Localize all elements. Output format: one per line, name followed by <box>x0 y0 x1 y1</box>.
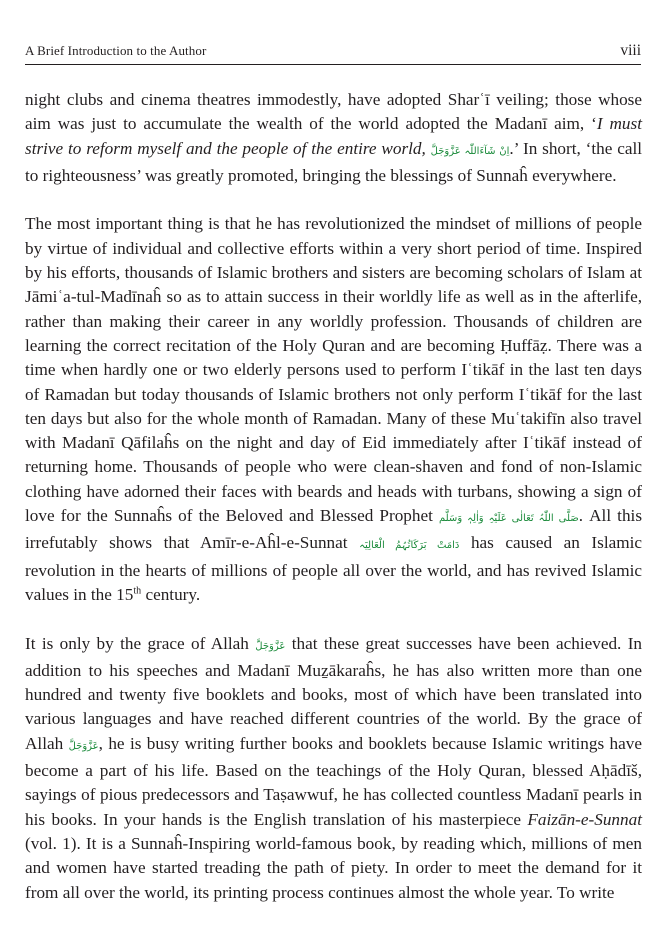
header-title: A Brief Introduction to the Author <box>25 43 207 58</box>
ordinal-superscript: th <box>133 585 142 597</box>
paragraph-2-text-b: . All this irrefutably shows that Amīr-e-Aĥl-e-Sunnat <box>25 506 643 553</box>
paragraph-1 <box>25 88 642 188</box>
paragraph-2 <box>25 212 642 607</box>
arabic-honorific-salawat: صَلَّی اللّٰہُ تَعَالٰی عَلَیْہِ وَاٰلِہٖ وَسَلَّم <box>438 513 579 525</box>
page-number: viii <box>620 42 641 59</box>
paragraph-3 <box>25 632 642 905</box>
paragraph-3-text-d: (vol. 1). It is a Sunnaĥ-Inspiring world-famous book, by reading which, millions of men and women have started treading the path of piety. In order to meet the demand for it from all over the world, its printing process continues almost the whole year. To write <box>25 833 642 902</box>
arabic-honorific-azza-wa-jalla: عَزَّوَجَلَّ <box>255 640 286 652</box>
paragraph-3-text-a: It is only by the grace of Allah <box>25 633 249 653</box>
body-text <box>25 88 642 929</box>
paragraph-2-text-a: The most important thing is that he has revolutionized the mindset of millions of people by virtue of individual and collective efforts within a very short period of time. Inspired by his efforts, thousands of Islamic brothers and sisters are becoming scholars of Islam at Jāmiʿa-tul-Madīnaĥ so as to attain success in their worldly life as well as in the afterlife, rather than making their career in any worldly profession. Thousands of children are learning the correct recitation of the Holy Quran and are becoming Ḥuffāẓ. There was a time when hardly one or two elderly persons used to perform Iʿtikāf in the last ten days of Ramadan but today thousands of Islamic brothers not only perform Iʿtikāf for the last ten days but also for the whole month of Ramadan. Many of these Muʿtakifīn also travel with Madanī Qāfilaĥs on the night and day of Eid immediately after Iʿtikāf instead of returning home. Thousands of people who were clean-shaven and fond of non-Islamic clothing have adorned their faces with beards and heads with turbans, showing a sign of love for the Sunnaĥs of the Beloved and Blessed Prophet <box>25 214 642 526</box>
paragraph-1-text-b: .’ In short, ‘the call to righteousness’ was greatly promoted, bringing the blessings of Sunnaĥ everywhere. <box>25 138 643 185</box>
book-title-italic: Faizān-e-Sunnat <box>527 809 642 829</box>
paragraph-1-text-a: night clubs and cinema theatres immodestly, have adopted Sharʿī veiling; those whose aim was just to accumulate the wealth of the world adopted the Madanī aim, ‘ <box>25 90 642 134</box>
running-header <box>25 40 641 65</box>
paragraph-2-text-d: century. <box>145 584 201 604</box>
arabic-honorific-in-sha-allah: اِنْ شَآءَاللّٰہ عَزَّوَجَلَّ <box>430 145 510 157</box>
paragraph-3-text-c: , he is busy writing further books and booklets because Islamic writings have become a part of his life. Based on the teachings of the Holy Quran, blessed Aḥādīš, sayings of pious predecessors and Taṣawwuf, he has collected countless Madanī pearls in his books. In your hands is the English translation of his masterpiece <box>25 733 643 829</box>
arabic-honorific-damat-barakatuhum: دَامَتْ بَرَکَاتُہُمُ الْعَالِیَہ <box>359 540 460 552</box>
paragraph-3-text-b: that these great successes have been achieved. In addition to his speeches and Madanī Muẕākaraĥs, he has also written more than one hundred and twenty five booklets and books, most of which have been translated into various languages and have reached different countries of the world. By the grace of Allah <box>25 633 643 753</box>
paragraph-2-text-c: has caused an Islamic revolution in the hearts of millions of people all over the world, and has revived Islamic values in the 15 <box>25 533 643 604</box>
arabic-honorific-azza-wa-jalla-2: عَزَّوَجَلَّ <box>68 740 99 752</box>
paragraph-1-italic-quote: I must strive to reform myself and the people of the entire world, <box>25 114 642 158</box>
